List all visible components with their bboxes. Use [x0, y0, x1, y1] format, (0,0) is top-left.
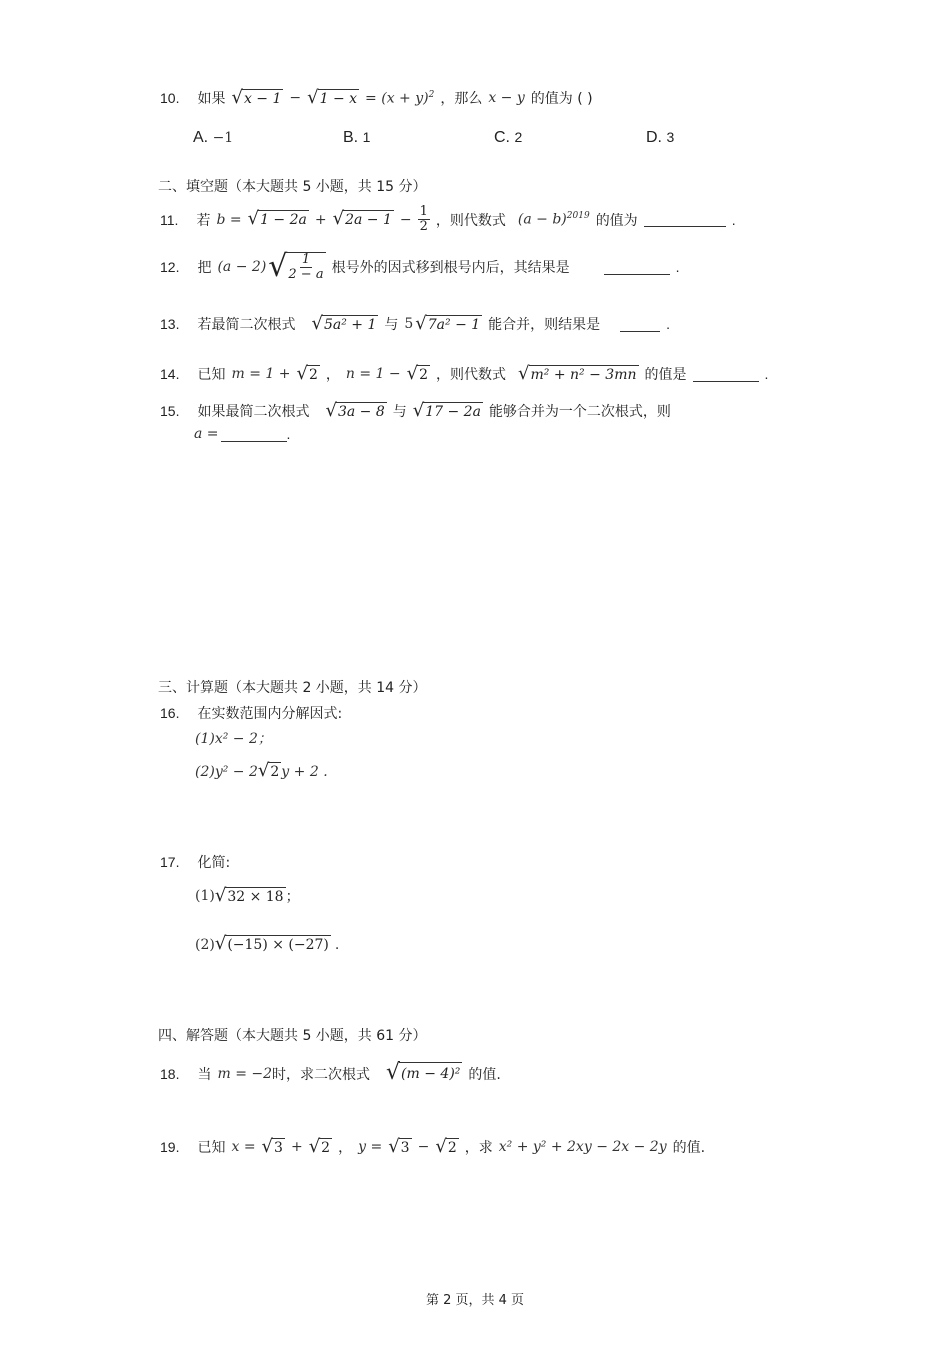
answer-blank[interactable]: [604, 260, 670, 275]
radical-icon: √: [214, 884, 227, 906]
answer-blank[interactable]: [221, 427, 287, 442]
question-16-part-2: (2)y² − 2 √ 2 y + 2 .: [195, 760, 328, 781]
question-17-part-2: (2) √ (−15) × (−27) .: [195, 933, 340, 954]
section-heading-calculation: 三、计算题（本大题共 2 小题，共 14 分）: [158, 680, 427, 696]
radical-icon: √: [247, 208, 260, 230]
radical-icon: √: [406, 362, 419, 384]
fraction: $\frac{1}{2}$: [419, 204, 428, 235]
question-16: 16. 在实数范围内分解因式:: [160, 705, 343, 722]
section-heading-solution: 四、解答题（本大题共 5 小题，共 61 分）: [158, 1028, 427, 1044]
question-14: 14. 已知 m = 1 + √ 2 ， n = 1 − √ 2 ，则代数式 √ m² + n² − 3mn 的值是 .: [160, 362, 769, 384]
question-11: 11. 若 b = √ 1 − 2a + √ 2a − 1 − $\frac{1}{2}$ ，则代数式 $(a - b)^{2019}$ 的值为 .: [160, 204, 736, 235]
radical-icon: √: [311, 312, 323, 334]
question-15: 15. 如果最简二次根式 √ 3a − 8 与 √ 17 − 2a 能够合并为一个二次根式，则: [160, 399, 671, 421]
sqrt-expression: √ 17 − 2a: [412, 399, 481, 421]
sqrt-expression: √ 3: [388, 1135, 410, 1157]
question-12: 12. 把 (a − 2) √ $\frac{1}{2 - a}$ 根号外的因式移到根号内后，其结果是 .: [160, 249, 680, 284]
radical-icon: √: [307, 86, 319, 108]
question-10: 10. 如果 √ x − 1 − √ 1 − x = $(x + y)^2$ ，那么 x − y 的值为 ( ): [160, 86, 593, 108]
radical-icon: √: [231, 86, 243, 108]
sqrt-expression: √ m² + n² − 3mn: [518, 362, 637, 384]
radical-icon: √: [296, 362, 308, 384]
sqrt-expression: √ 1 − 2a: [247, 208, 307, 230]
answer-blank[interactable]: [644, 212, 726, 227]
question-19: 19. 已知 x = √ 3 + √ 2 ， y = √ 3 − √ 2 ，求 x² + y² + 2xy − 2x − 2y 的值.: [160, 1135, 706, 1157]
question-17: 17. 化简:: [160, 854, 231, 871]
sqrt-expression: √ 7a² − 1: [415, 312, 481, 334]
radical-icon: √: [268, 249, 288, 284]
sqrt-expression: √ 3a − 8: [325, 399, 385, 421]
math-expression: = $(x + y)^2$: [365, 89, 435, 107]
radical-icon: √: [435, 1135, 447, 1157]
sqrt-expression: √ 5a² + 1: [311, 312, 377, 334]
radical-icon: √: [214, 933, 227, 954]
radical-icon: √: [412, 399, 425, 421]
sqrt-expression: √ x − 1: [231, 86, 282, 108]
question-16-part-1: (1)x² − 2；: [195, 731, 272, 747]
section-heading-fill-in: 二、填空题（本大题共 5 小题，共 15 分）: [158, 179, 427, 195]
sqrt-expression: √ 2: [406, 362, 429, 384]
sqrt-expression: √ (m − 4)²: [386, 1060, 461, 1085]
sqrt-expression: √ 2: [308, 1135, 331, 1157]
answer-blank[interactable]: [693, 367, 759, 382]
math-expression: $(a - b)^{2019}$: [517, 211, 590, 229]
sqrt-expression: √ 2: [257, 760, 280, 781]
question-15-answer-line: a = .: [194, 426, 291, 442]
option-d[interactable]: D. 3: [646, 129, 675, 146]
sqrt-expression: √ 1 − x: [307, 86, 358, 108]
sqrt-expression: √ 2: [296, 362, 318, 384]
sqrt-expression: √ (−15) × (−27): [214, 933, 329, 954]
radical-icon: √: [308, 1135, 321, 1157]
sqrt-expression: √ 2: [435, 1135, 457, 1157]
radical-icon: √: [518, 362, 530, 384]
radical-icon: √: [388, 1135, 400, 1157]
option-a[interactable]: A. −1: [193, 129, 234, 146]
radical-icon: √: [386, 1060, 401, 1085]
question-number: 10.: [160, 90, 180, 106]
radical-icon: √: [415, 312, 427, 334]
sqrt-expression: √ 2a − 1: [332, 208, 392, 230]
sqrt-expression: √ 32 × 18: [214, 884, 284, 906]
option-b[interactable]: B. 1: [343, 129, 371, 146]
radical-icon: √: [325, 399, 337, 421]
sqrt-expression: √ 3: [261, 1135, 283, 1157]
question-18: 18. 当 m = −2 时，求二次根式 √ (m − 4)² 的值.: [160, 1060, 501, 1085]
radical-icon: √: [257, 760, 270, 781]
page-footer: 第 2 页，共 4 页: [425, 1293, 525, 1308]
question-17-part-1: (1) √ 32 × 18 ；: [195, 884, 300, 906]
question-text: 如果: [197, 91, 226, 107]
radical-icon: √: [332, 208, 345, 230]
question-13: 13. 若最简二次根式 √ 5a² + 1 与 5 √ 7a² − 1 能合并，则结果是 .: [160, 312, 671, 334]
answer-blank[interactable]: [620, 317, 660, 332]
sqrt-expression: √ $\frac{1}{2 - a}$: [268, 249, 324, 284]
radical-icon: √: [261, 1135, 274, 1157]
option-c[interactable]: C. 2: [494, 129, 523, 146]
